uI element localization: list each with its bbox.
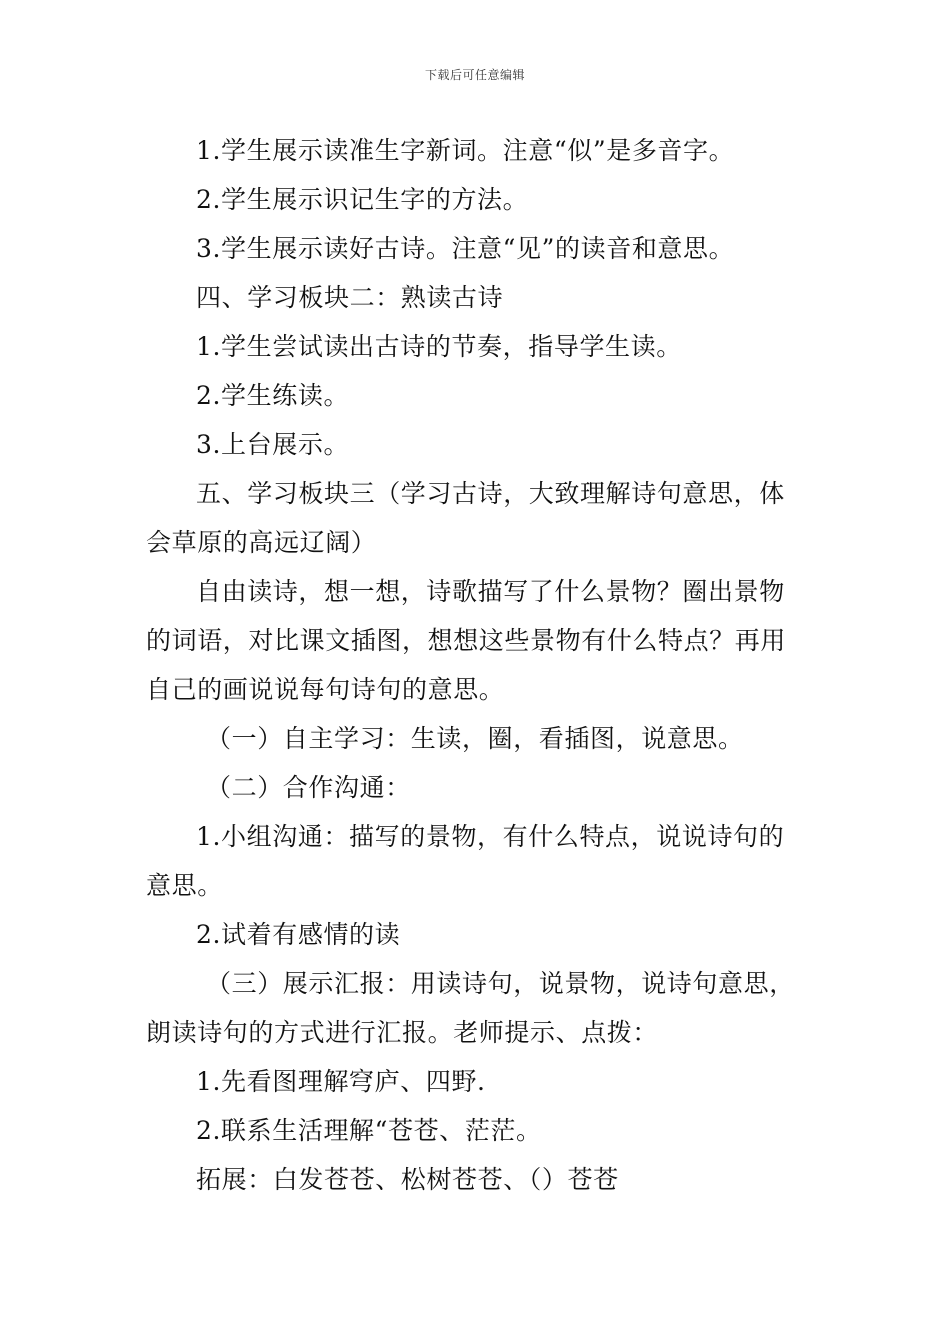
page-header-note: 下载后可任意编辑 bbox=[424, 68, 525, 82]
section-heading-5: 五、学习板块三（学习古诗，大致理解诗句意思，体会草原的高远辽阔） bbox=[146, 479, 785, 557]
paragraph-3: 3.学生展示读好古诗。注意“见”的读音和意思。 bbox=[196, 234, 735, 263]
subsection-2: （二）合作沟通： bbox=[206, 773, 411, 802]
paragraph-16: 2.联系生活理解“苍苍、茫茫。 bbox=[196, 1116, 542, 1145]
paragraph-2: 2.学生展示识记生字的方法。 bbox=[196, 185, 529, 214]
paragraph-17: 拓展：白发苍苍、松树苍苍、（）苍苍 bbox=[196, 1165, 619, 1194]
document-body bbox=[146, 126, 806, 1204]
paragraph-12: 1.小组沟通：描写的景物，有什么特点，说说诗句的意思。 bbox=[146, 822, 785, 900]
paragraph-5: 1.学生尝试读出古诗的节奏，指导学生读。 bbox=[196, 332, 682, 361]
paragraph-6: 2.学生练读。 bbox=[196, 381, 350, 410]
paragraph-1: 1.学生展示读准生字新词。注意“似”是多音字。 bbox=[196, 136, 735, 165]
paragraph-9: 自由读诗，想一想，诗歌描写了什么景物？圈出景物的词语，对比课文插图，想想这些景物有什么特点？再用自己的画说说每句诗句的意思。 bbox=[146, 577, 787, 704]
paragraph-13: 2.试着有感情的读 bbox=[196, 920, 401, 949]
paragraph-15: 1.先看图理解穹庐、四野. bbox=[196, 1067, 486, 1096]
section-heading-4: 四、学习板块二：熟读古诗 bbox=[196, 283, 504, 312]
paragraph-7: 3.上台展示。 bbox=[196, 430, 350, 459]
subsection-3: （三）展示汇报：用读诗句，说景物，说诗句意思，朗读诗句的方式进行汇报。老师提示、点拨： bbox=[146, 969, 795, 1047]
subsection-1: （一）自主学习：生读，圈，看插图，说意思。 bbox=[206, 724, 744, 753]
